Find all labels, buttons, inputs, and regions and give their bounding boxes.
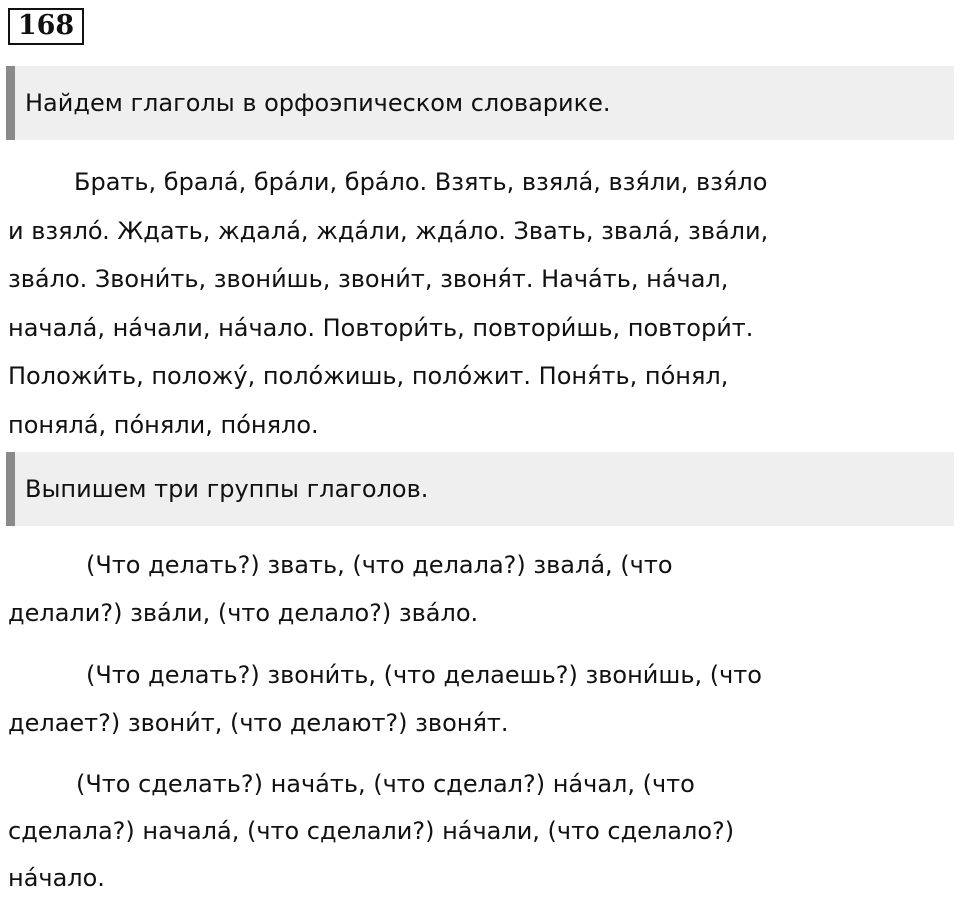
paragraph-line: звáло. Звони́ть, звони́шь, звони́т, звоня́т. Начáть, нáчал, [8,265,729,293]
group-line: (Что сделать?) начáть, (что сделал?) нáчал, (что [76,770,695,798]
group-line: (Что делать?) звать, (что делала?) звалá, (что [86,551,673,579]
paragraph-line: Положи́ть, положу́, полóжишь, полóжит. Поня́ть, пóнял, [8,362,729,390]
task-number-box [8,8,84,45]
section-heading-text: Найдем глаголы в орфоэпическом словарике. [25,89,611,117]
dictionary-paragraph [8,158,952,449]
group-line: делали?) звáли, (что делало?) звáло. [8,599,479,627]
verb-group-zvonit [8,651,952,747]
group-line: (Что делать?) звони́ть, (что делаешь?) звони́шь, (что [86,661,762,689]
group-line: делает?) звони́т, (что делают?) звоня́т. [8,709,509,737]
verb-group-zvat [8,541,952,637]
paragraph-line: Брать, бралá, брáли, брáло. Взять, взялá, взя́ли, взя́ло [74,168,768,196]
paragraph-line: началá, нáчали, нáчало. Повтори́ть, повтори́шь, повтори́т. [8,313,754,342]
group-line: нáчало. [8,864,105,892]
task-number: 168 [17,10,75,41]
section-heading-text: Выпишем три группы глаголов. [25,475,429,503]
verb-group-nachat [8,761,952,902]
paragraph-line: понялá, пóняли, пóняло. [8,410,319,439]
section-heading-groups [6,452,954,526]
section-heading-dictionary [6,66,954,140]
paragraph-line: и взялó. Ждать, ждалá, ждáли, ждáло. Звать, звалá, звáли, [8,216,769,245]
group-line: сделала?) началá, (что сделали?) нáчали, (что сделало?) [8,817,735,845]
